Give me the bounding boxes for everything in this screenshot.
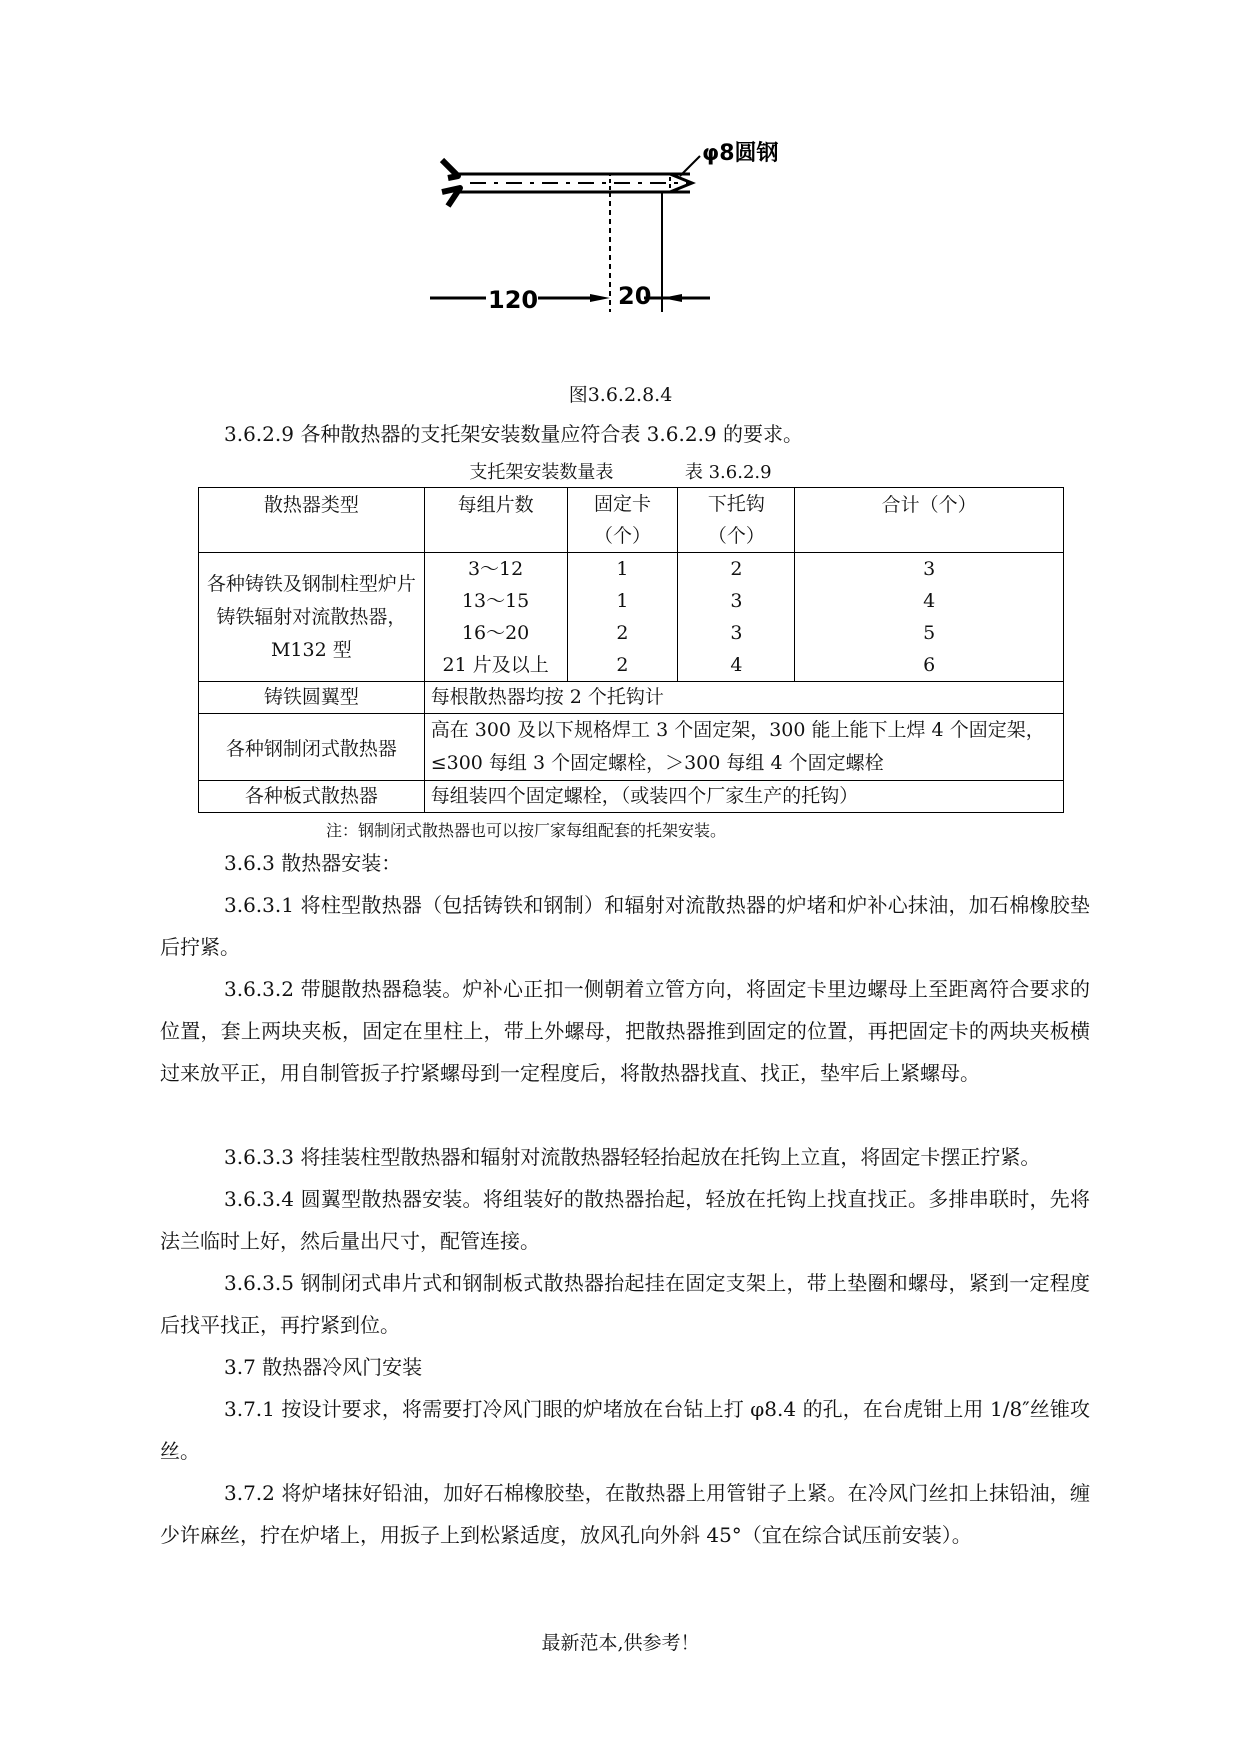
dimension-120: 120	[488, 286, 539, 314]
paragraph-3-6-3-3: 3.6.3.3 将挂装柱型散热器和辐射对流散热器轻轻抬起放在托钩上立直，将固定卡摆正拧紧。	[224, 1145, 1041, 1169]
header-pieces: 每组片数	[424, 488, 567, 553]
material-label: φ8圆钢	[702, 141, 779, 166]
table-note: 注：钢制闭式散热器也可以按厂家每组配套的托架安装。	[326, 821, 727, 840]
panel-rule: 每组装四个固定螺栓，（或装四个厂家生产的托钩）	[424, 781, 1063, 813]
table-row-closed	[199, 714, 1064, 781]
header-type: 散热器类型	[199, 488, 425, 553]
paragraph-3-6-3-2: 3.6.3.2 带腿散热器稳装。炉补心正扣一侧朝着立管方向，将固定卡里边螺母上至距离符合要求的位置，套上两块夹板，固定在里柱上，带上外螺母，把散热器推到固定的位置，再把固定卡的两块夹板横过来放平正，用自制管扳子拧紧螺母到一定程度后，将散热器找直、找正，垫牢后上紧螺母。	[160, 977, 1090, 1085]
dimension-20: 20	[618, 282, 652, 310]
header-total: 合计（个）	[795, 488, 1064, 553]
header-hook: 下托钩 （个）	[678, 488, 795, 553]
paragraph-3-7-1: 3.7.1 按设计要求，将需要打冷风门眼的炉堵放在台钻上打 φ8.4 的孔，在台虎钳上用 1/8″丝锥攻丝。	[160, 1397, 1090, 1463]
intro-paragraph: 3.6.2.9 各种散热器的支托架安装数量应符合表 3.6.2.9 的要求。	[224, 422, 804, 446]
type-panel: 各种板式散热器	[199, 781, 425, 813]
paragraph-3-7: 3.7 散热器冷风门安装	[224, 1355, 423, 1379]
page-footer: 最新范本,供参考！	[541, 1632, 700, 1654]
table-row-fin	[199, 682, 1064, 714]
type-column-radiators: 各种铸铁及钢制柱型炉片铸铁辐射对流散热器，M132 型	[199, 553, 425, 682]
table-row-panel	[199, 781, 1064, 813]
total-cell: 3 4 5 6	[795, 553, 1064, 682]
hook-cell: 2 3 3 4	[678, 553, 795, 682]
pieces-cell: 3～12 13～15 16～20 21 片及以上	[424, 553, 567, 682]
header-fixed: 固定卡 （个）	[567, 488, 678, 553]
paragraph-3-6-3-1: 3.6.3.1 将柱型散热器（包括铸铁和钢制）和辐射对流散热器的炉堵和炉补心抹油，加石棉橡胶垫后拧紧。	[160, 893, 1090, 959]
type-closed: 各种钢制闭式散热器	[199, 714, 425, 781]
fixed-cell: 1 1 2 2	[567, 553, 678, 682]
paragraph-3-6-3: 3.6.3 散热器安装：	[224, 851, 402, 875]
table-title	[0, 458, 1241, 484]
type-fin: 铸铁圆翼型	[199, 682, 425, 714]
paragraph-3-6-3-5: 3.6.3.5 钢制闭式串片式和钢制板式散热器抬起挂在固定支架上，带上垫圈和螺母，紧到一定程度后找平找正，再拧紧到位。	[160, 1271, 1090, 1337]
paragraph-3-7-2: 3.7.2 将炉堵抹好铅油，加好石棉橡胶垫，在散热器上用管钳子上紧。在冷风门丝扣上抹铅油，缠少许麻丝，拧在炉堵上，用扳子上到松紧适度，放风孔向外斜 45°（宜在综合试压前安装）。	[160, 1481, 1090, 1547]
closed-rule: 高在 300 及以下规格焊工 3 个固定架，300 能上能下上焊 4 个固定架，≤300 每组 3 个固定螺栓，＞300 每组 4 个固定螺栓	[424, 714, 1063, 781]
table-header-row	[199, 488, 1064, 553]
figure-caption: 图3.6.2.8.4	[568, 384, 673, 406]
bracket-quantity-table	[198, 487, 1064, 813]
table-row-column-type	[199, 553, 1064, 682]
fin-rule: 每根散热器均按 2 个托钩计	[424, 682, 1063, 714]
table-number: 表 3.6.2.9	[684, 462, 772, 483]
hook-drawing	[430, 140, 870, 370]
table-title-text: 支托架安装数量表	[469, 462, 614, 483]
paragraph-3-6-3-4: 3.6.3.4 圆翼型散热器安装。将组装好的散热器抬起，轻放在托钩上找直找正。多排串联时，先将法兰临时上好，然后量出尺寸，配管连接。	[160, 1187, 1090, 1253]
